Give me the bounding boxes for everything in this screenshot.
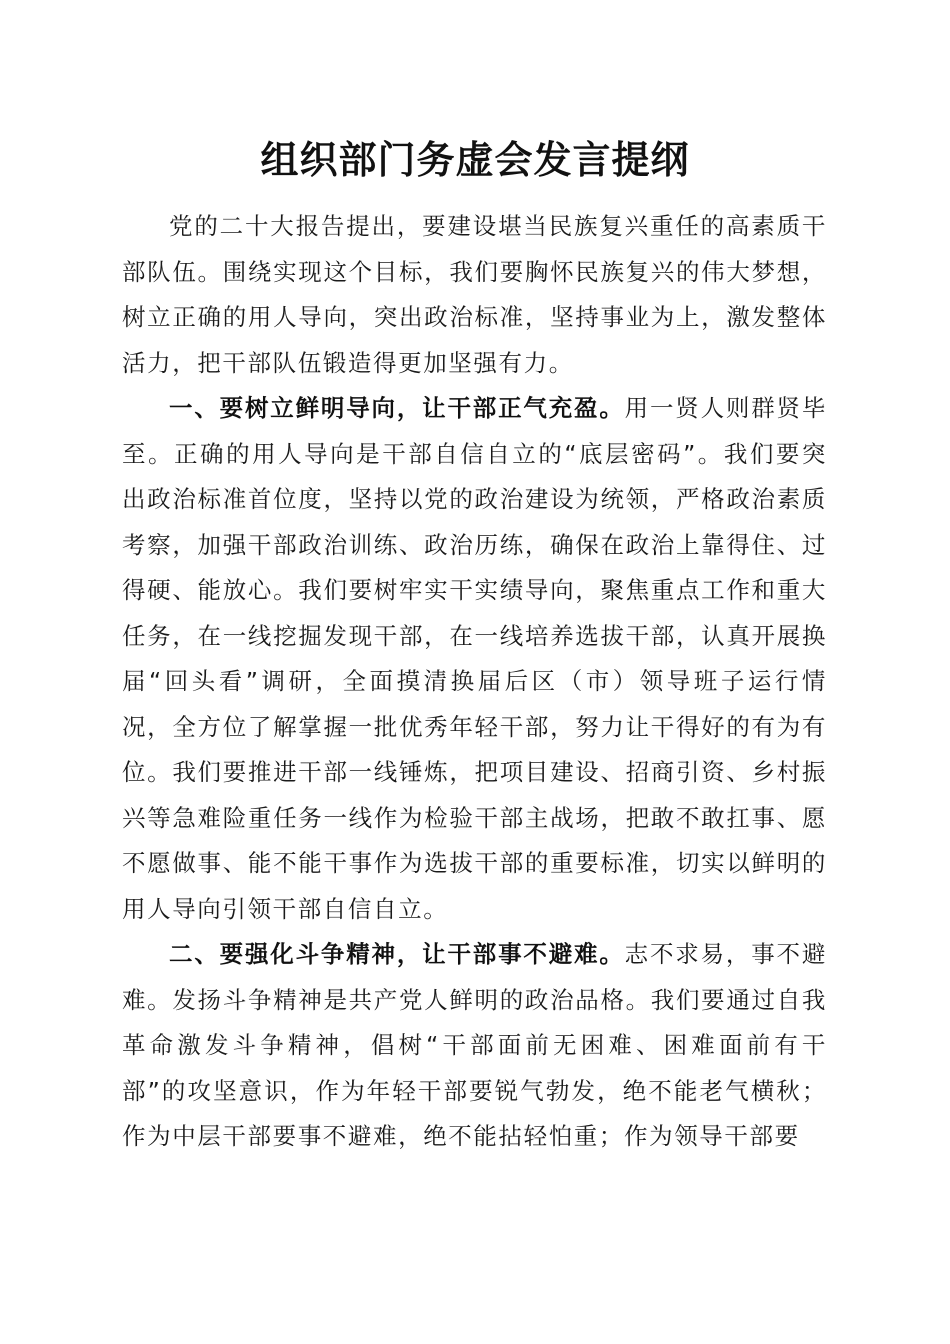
- paragraph-text: 党的二十大报告提出，要建设堪当民族复兴重任的高素质干部队伍。围绕实现这个目标，我们要胸怀民族复兴的伟大梦想，树立正确的用人导向，突出政治标准，坚持事业为上，激发整体活力，把干部队伍锻造得更加坚强有力。: [122, 212, 827, 377]
- paragraph-text: 用一贤人则群贤毕至。正确的用人导向是干部自信自立的“底层密码”。我们要突出政治标准首位度，坚持以党的政治建设为统领，严格政治素质考察，加强干部政治训练、政治历练，确保在政治上靠得住、过得硬、能放心。我们要树牢实干实绩导向，聚焦重点工作和重大任务，在一线挖掘发现干部，在一线培养选拔干部，认真开展换届“回头看”调研，全面摸清换届后区（市）领导班子运行情况，全方位了解掌握一批优秀年轻干部，努力让干得好的有为有位。我们要推进干部一线锤炼，把项目建设、招商引资、乡村振兴等急难险重任务一线作为检验干部主战场，把敢不敢扛事、愿不愿做事、能不能干事作为选拔干部的重要标准，切实以鲜明的用人导向引领干部自信自立。: [122, 394, 827, 923]
- paragraph-section-2: [122, 932, 827, 1160]
- section-heading: 二、要强化斗争精神，让干部事不避难。: [169, 940, 625, 968]
- paragraph-section-1: [122, 386, 827, 932]
- paragraph-intro: [122, 204, 827, 386]
- paragraph-text: 志不求易，事不避难。发扬斗争精神是共产党人鲜明的政治品格。我们要通过自我革命激发斗争精神，倡树“干部面前无困难、困难面前有干部”的攻坚意识，作为年轻干部要锐气勃发，绝不能老气横秋；作为中层干部要事不避难，绝不能拈轻怕重；作为领导干部要: [122, 940, 827, 1150]
- document-title: 组织部门务虚会发言提纲: [260, 137, 690, 182]
- document-body: [122, 204, 827, 1160]
- section-heading: 一、要树立鲜明导向，让干部正气充盈。: [169, 394, 625, 422]
